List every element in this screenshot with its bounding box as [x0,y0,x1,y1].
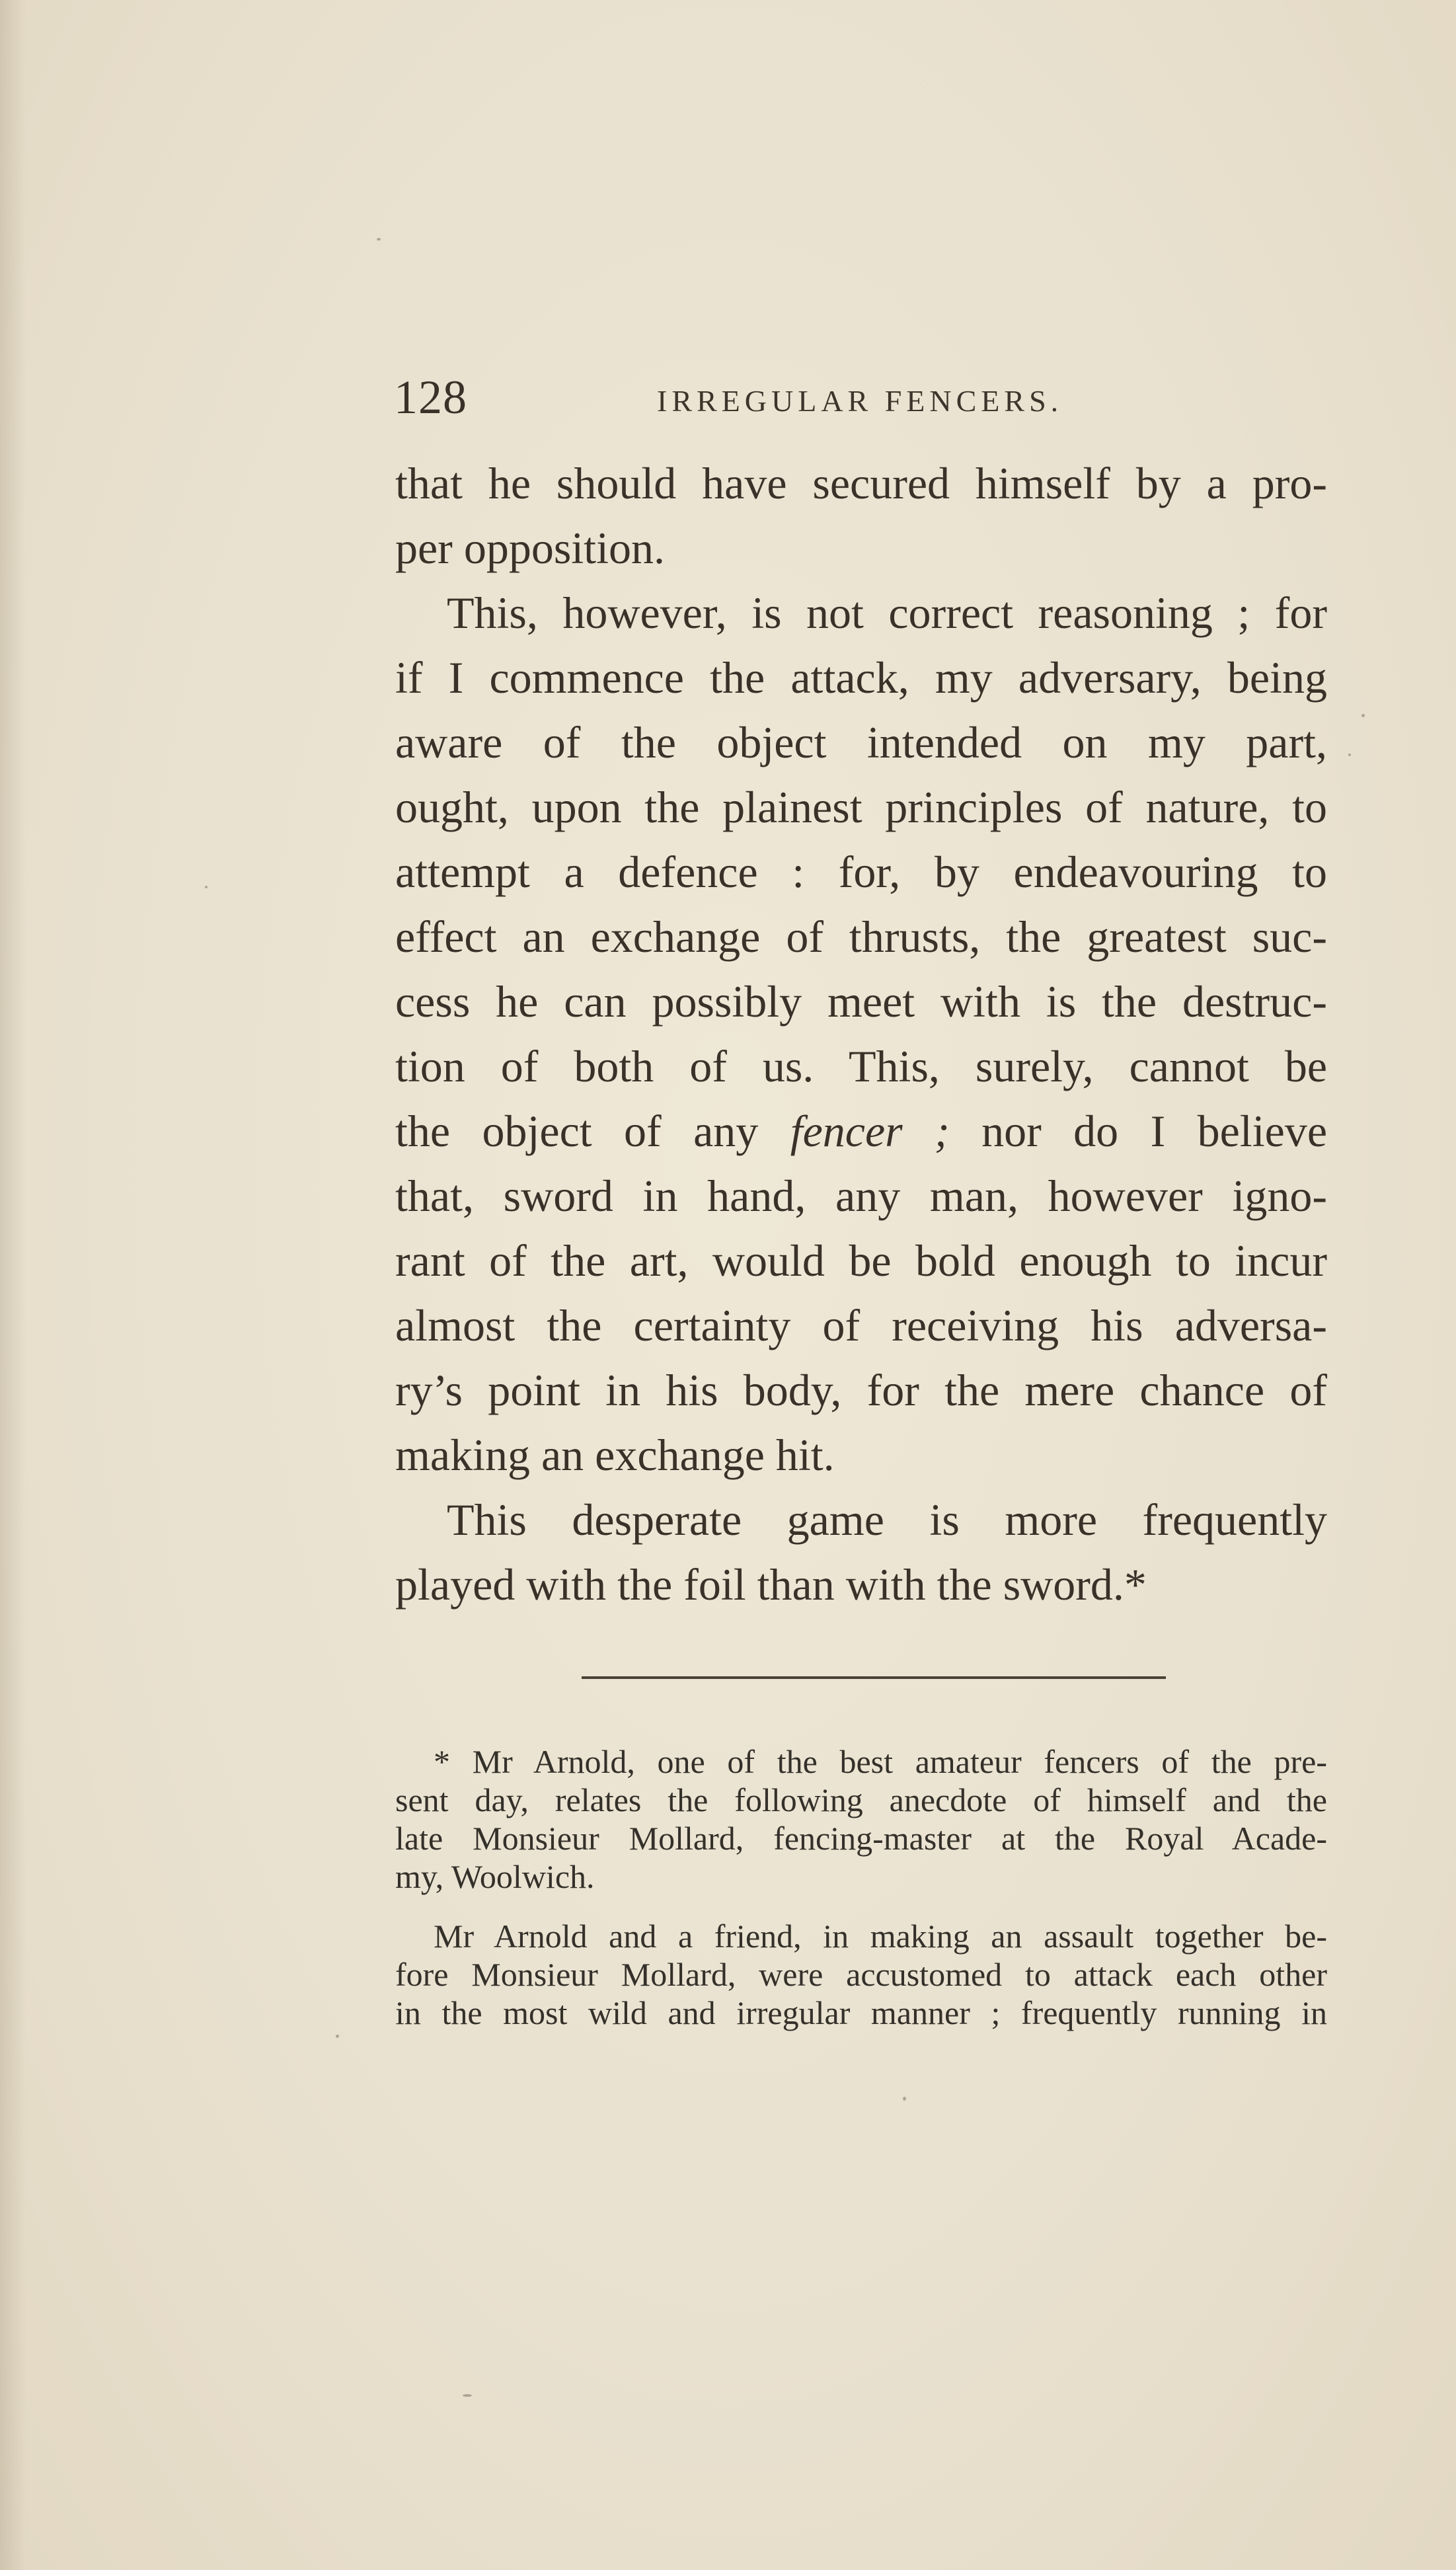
main-text [395,451,1327,1617]
footnote-line: * Mr Arnold, one of the best amateur fencers of the pre- [434,1743,1327,1780]
text-line: rant of the art, would be bold enough to incur [395,1235,1327,1286]
text-line: This desperate game is more frequently [447,1495,1327,1545]
page-header [394,370,1332,423]
text-line: ought, upon the plainest principles of nature, to [395,782,1327,832]
paper-speck [1348,754,1351,756]
footnote-line: late Monsieur Mollard, fencing-master at the Royal Acade- [395,1820,1327,1857]
text-line: This, however, is not correct reasoning ; for [447,588,1327,638]
footnote-line: sent day, relates the following anecdote of himself and the [395,1781,1327,1818]
text-line: tion of both of us. This, surely, cannot be [395,1041,1327,1091]
text-line: that he should have secured himself by a pro- [395,458,1327,508]
text-line: per opposition. [395,523,665,573]
footnote-line: Mr Arnold and a friend, in making an assault together be- [434,1918,1327,1955]
paper-speck [205,886,208,888]
text-line: effect an exchange of thrusts, the greatest suc- [395,912,1327,962]
text-segment: the object of any [395,1106,790,1156]
text-line: that, sword in hand, any man, however igno- [395,1171,1327,1221]
page-edge-shadow [0,0,26,2570]
footnote-line: fore Monsieur Mollard, were accustomed to attack each other [395,1956,1327,1993]
paper-speck [377,238,381,241]
text-segment: nor do I believe [949,1106,1327,1156]
footnote-line: in the most wild and irregular manner ; frequently running in [395,1994,1327,2031]
paper-speck [1361,714,1365,717]
text-line: attempt a defence : for, by endeavouring to [395,847,1327,897]
paper-speck [463,2394,472,2397]
text-line: if I commence the attack, my adversary, being [395,652,1327,703]
footnote-rule [582,1676,1166,1679]
text-line: making an exchange hit. [395,1430,835,1480]
text-line-with-italic [395,1099,1327,1163]
text-line: aware of the object intended on my part, [395,717,1327,767]
paper-speck [903,2097,906,2101]
text-line: ry’s point in his body, for the mere chance of [395,1365,1327,1415]
footnote [395,1742,1327,2032]
running-head: IRREGULAR FENCERS. [657,384,1063,418]
text-line: almost the certainty of receiving his adversa- [395,1300,1327,1350]
italic-word: fencer ; [790,1106,950,1156]
text-line: cess he can possibly meet with is the destruc- [395,976,1327,1027]
page-number: 128 [394,371,467,424]
text-line: played with the foil than with the sword.* [395,1559,1147,1610]
footnote-line: my, Woolwich. [395,1858,595,1895]
footnote-paragraph-gap [395,1896,1327,1917]
paper-speck [336,2035,339,2038]
